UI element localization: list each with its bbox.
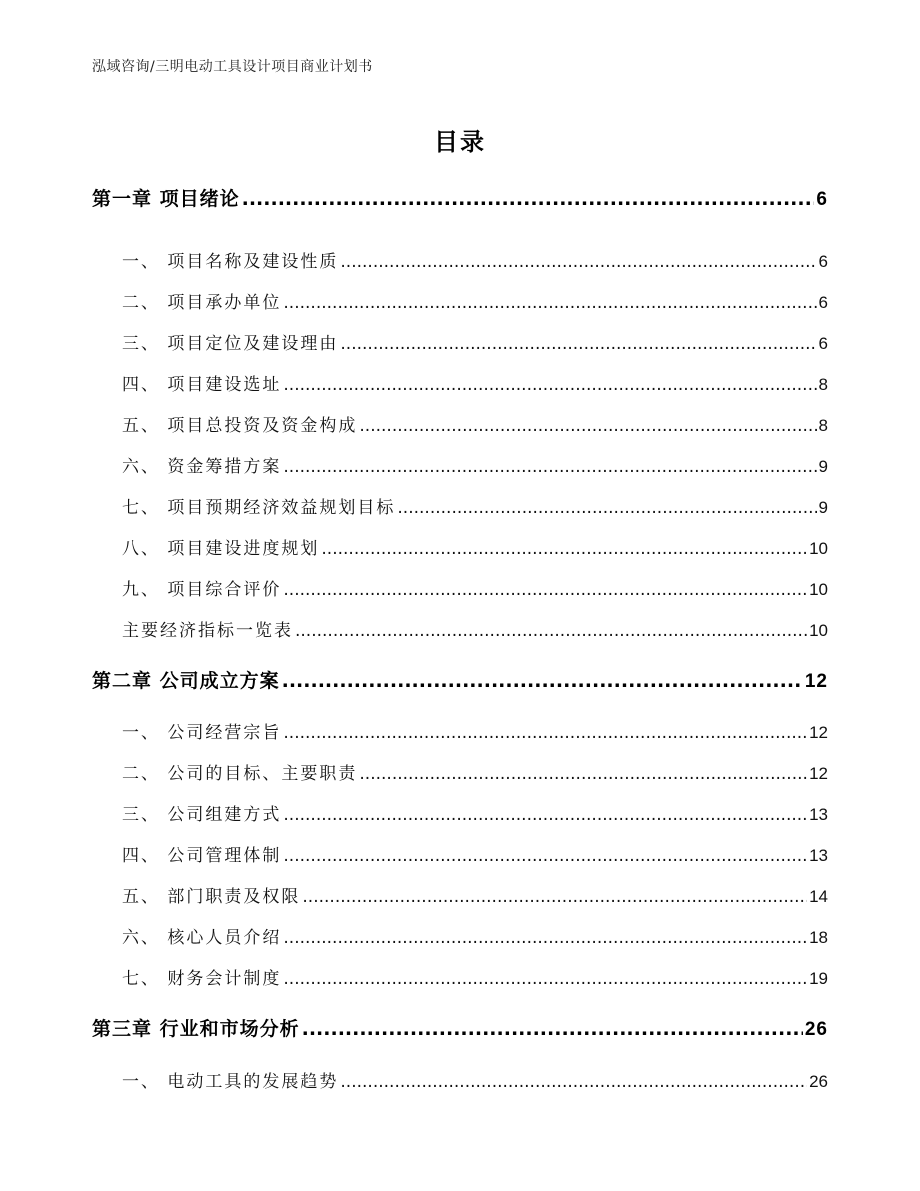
toc-entry-section[interactable]: [122, 882, 828, 907]
toc-entry-label: 第二章 公司成立方案: [92, 670, 280, 692]
toc-entry-section[interactable]: [122, 923, 828, 948]
toc-entry-page: 12: [809, 764, 828, 783]
toc-entry-section[interactable]: [122, 964, 828, 989]
toc-leader-dots: [283, 457, 816, 477]
toc-leader-dots: [340, 1072, 807, 1092]
toc-entry-page: 9: [818, 498, 828, 517]
toc-entry-page: 12: [804, 671, 828, 692]
page-header: 泓域咨询/三明电动工具设计项目商业计划书: [92, 59, 373, 75]
toc-entry-label: 六、 核心人员介绍: [122, 928, 282, 948]
toc-entry-label: 八、 项目建设进度规划: [122, 539, 320, 559]
toc-entry-chapter-1[interactable]: [92, 184, 828, 211]
toc-entry-page: 10: [809, 580, 828, 599]
toc-entry-label: 七、 项目预期经济效益规划目标: [122, 498, 396, 518]
toc-entry-section[interactable]: [122, 575, 828, 600]
toc-leader-dots: [340, 334, 816, 354]
toc-entry-page: 19: [809, 969, 828, 988]
toc-title: 目录: [434, 128, 486, 156]
toc-leader-dots: [359, 764, 807, 784]
toc-entry-label: 五、 项目总投资及资金构成: [122, 416, 358, 436]
toc-leader-dots: [283, 723, 807, 743]
toc-entry-section[interactable]: [122, 411, 828, 436]
toc-entry-page: 14: [809, 887, 828, 906]
toc-entry-page: 8: [818, 375, 828, 394]
toc-entry-page: 18: [809, 928, 828, 947]
toc-entry-label: 三、 项目定位及建设理由: [122, 334, 339, 354]
toc-entry-page: 6: [816, 189, 828, 210]
toc-leader-dots: [397, 498, 816, 518]
toc-leader-dots: [295, 621, 807, 641]
toc-entry-page: 26: [804, 1019, 828, 1040]
toc-entry-section[interactable]: [122, 329, 828, 354]
toc-entry-page: 13: [809, 805, 828, 824]
toc-entry-section[interactable]: [122, 452, 828, 477]
toc-entry-label: 一、 项目名称及建设性质: [122, 252, 339, 272]
toc-entry-label: 第一章 项目绪论: [92, 188, 240, 210]
toc-entry-section[interactable]: [122, 247, 828, 272]
toc-leader-dots: [283, 805, 807, 825]
toc-leader-dots: [242, 188, 815, 210]
toc-entry-page: 9: [818, 457, 828, 476]
toc-entry-label: 二、 项目承办单位: [122, 293, 282, 313]
toc-entry-label: 九、 项目综合评价: [122, 580, 282, 600]
toc-entry-section[interactable]: [122, 1067, 828, 1092]
toc-entry-label: 第三章 行业和市场分析: [92, 1018, 300, 1040]
toc-entry-section[interactable]: [122, 841, 828, 866]
toc-entry-chapter-2[interactable]: [92, 666, 828, 693]
toc-entry-label: 五、 部门职责及权限: [122, 887, 301, 907]
toc-entry-section[interactable]: [122, 370, 828, 395]
toc-entry-label: 一、 公司经营宗旨: [122, 723, 282, 743]
toc-entry-section[interactable]: [122, 616, 828, 641]
toc-entry-page: 12: [809, 723, 828, 742]
toc-entry-page: 6: [818, 293, 828, 312]
toc-leader-dots: [283, 928, 807, 948]
toc-leader-dots: [282, 670, 803, 692]
toc-entry-label: 主要经济指标一览表: [122, 621, 293, 641]
toc-leader-dots: [283, 846, 807, 866]
toc-entry-label: 二、 公司的目标、主要职责: [122, 764, 358, 784]
toc-entry-label: 三、 公司组建方式: [122, 805, 282, 825]
toc-entry-page: 10: [809, 539, 828, 558]
toc-entry-section[interactable]: [122, 288, 828, 313]
toc-leader-dots: [283, 580, 807, 600]
toc-entry-section[interactable]: [122, 718, 828, 743]
toc-entry-page: 26: [809, 1072, 828, 1091]
toc-entry-label: 六、 资金筹措方案: [122, 457, 282, 477]
toc-entry-page: 6: [818, 334, 828, 353]
toc-entry-label: 四、 项目建设选址: [122, 375, 282, 395]
toc-leader-dots: [283, 375, 816, 395]
toc-leader-dots: [302, 887, 807, 907]
toc-entry-label: 七、 财务会计制度: [122, 969, 282, 989]
toc-entry-page: 10: [809, 621, 828, 640]
toc-entry-label: 一、 电动工具的发展趋势: [122, 1072, 339, 1092]
toc-leader-dots: [283, 293, 816, 313]
toc-entry-section[interactable]: [122, 759, 828, 784]
toc-leader-dots: [321, 539, 807, 559]
toc-entry-section[interactable]: [122, 493, 828, 518]
toc-entry-section[interactable]: [122, 800, 828, 825]
toc-leader-dots: [283, 969, 807, 989]
toc-entry-chapter-3[interactable]: [92, 1014, 828, 1041]
toc-leader-dots: [302, 1018, 803, 1040]
toc-leader-dots: [359, 416, 816, 436]
toc-entry-section[interactable]: [122, 534, 828, 559]
toc-leader-dots: [340, 252, 816, 272]
toc-entry-page: 6: [818, 252, 828, 271]
toc-entry-page: 8: [818, 416, 828, 435]
toc-entry-page: 13: [809, 846, 828, 865]
toc-entry-label: 四、 公司管理体制: [122, 846, 282, 866]
